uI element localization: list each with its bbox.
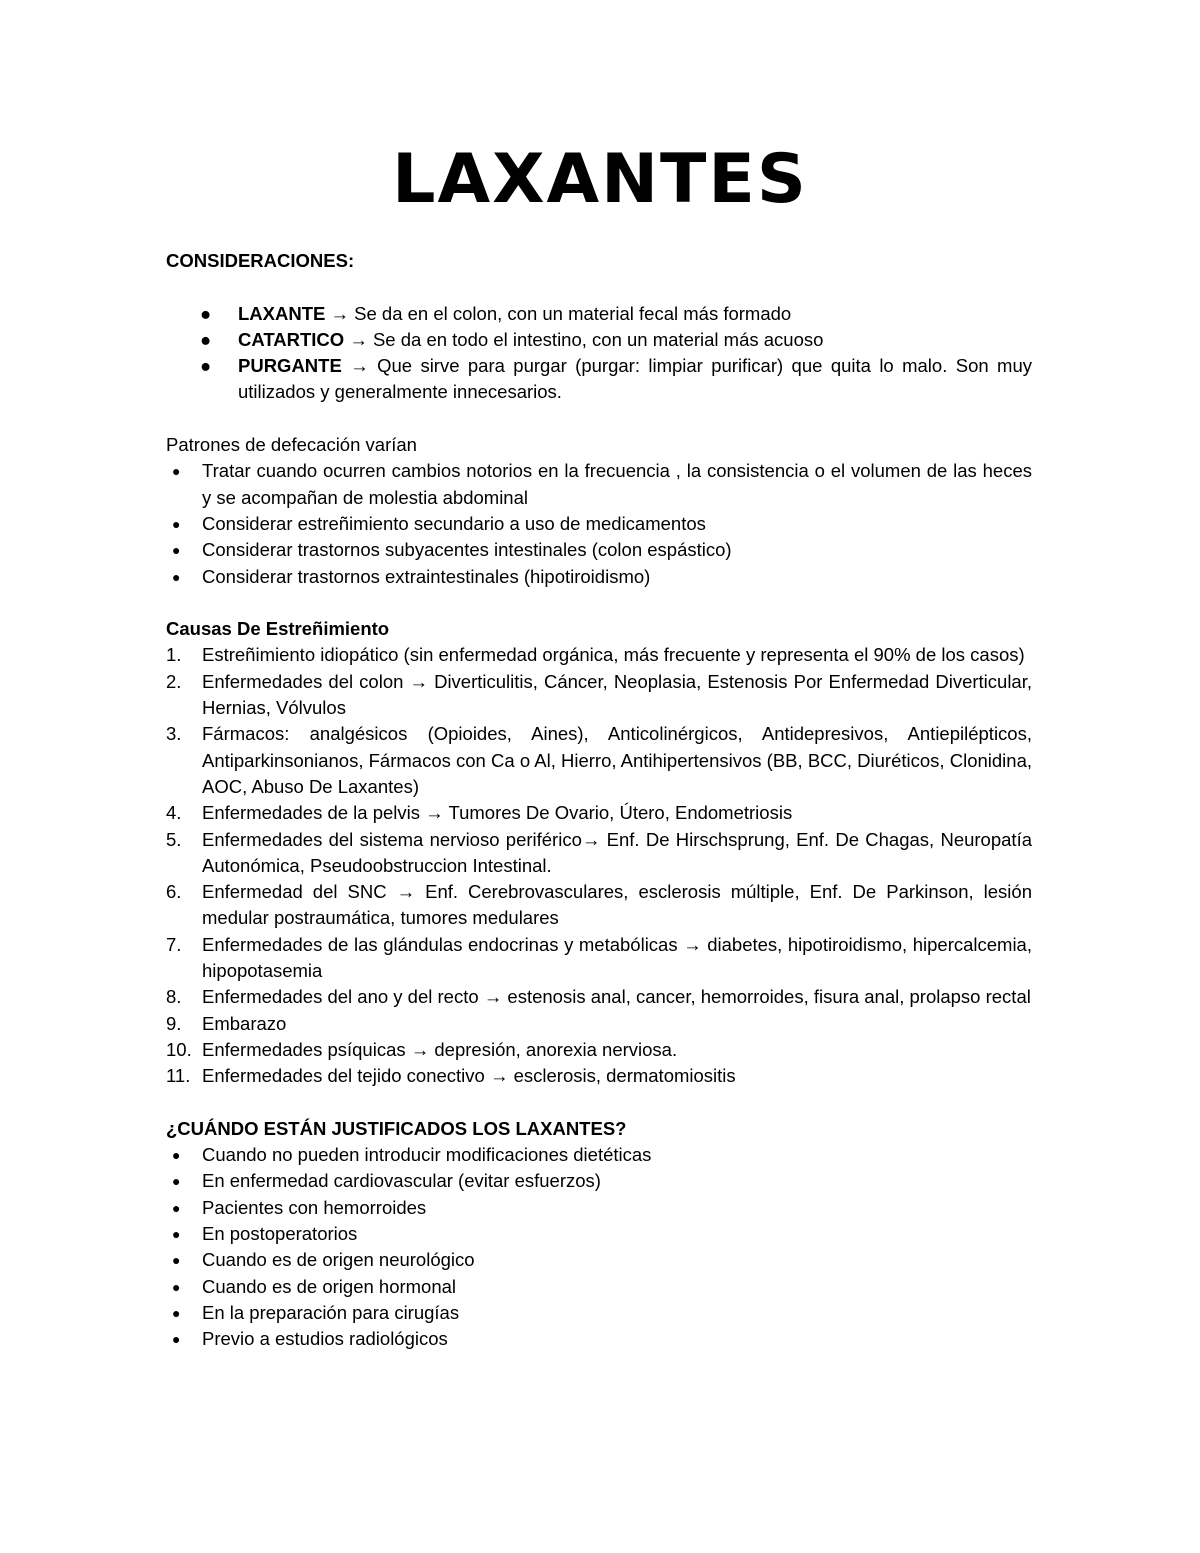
bullet-icon: ● <box>172 463 181 480</box>
list-item: ● Considerar trastornos extraintestinales (hipotiroidismo) <box>166 564 1032 590</box>
list-item: 3. Fármacos: analgésicos (Opioides, Aines), Anticolinérgicos, Antidepresivos, Antiepilépticos, Antiparkinsonianos, Fármacos con Ca o Al, Hierro, Antihipertensivos (BB, BCC, Diuréticos, Clonidina, AOC, Abuso De Laxantes) <box>166 723 1032 797</box>
patrones-list <box>166 458 1032 589</box>
document-body <box>166 248 1032 1352</box>
section-heading-justificados: ¿CUÁNDO ESTÁN JUSTIFICADOS LOS LAXANTES? <box>166 1117 627 1139</box>
bullet-icon: ● <box>172 1304 181 1321</box>
arrow-right-icon: → <box>330 302 350 324</box>
section-heading-patrones: Patrones de defecación varían <box>166 434 417 456</box>
section-heading-causas: Causas De Estreñimiento <box>166 618 390 640</box>
list-number: 1. <box>166 644 182 666</box>
bullet-icon: ● <box>172 568 181 585</box>
document-title: LAXANTES <box>392 140 808 219</box>
list-number: 3. <box>166 723 182 745</box>
list-item: ● En postoperatorios <box>166 1221 1032 1247</box>
consideraciones-list <box>166 301 1032 406</box>
list-item: ● Pacientes con hemorroides <box>166 1195 1032 1221</box>
justificados-list <box>166 1142 1032 1352</box>
list-number: 5. <box>166 828 182 850</box>
list-number: 8. <box>166 986 182 1008</box>
list-item: ● PURGANTE → Que sirve para purgar (purgar: limpiar purificar) que quita lo malo. Son muy utilizados y generalmente innecesarios. <box>200 355 1032 403</box>
list-item: ● En enfermedad cardiovascular (evitar esfuerzos) <box>166 1168 1032 1194</box>
list-number: 10. <box>166 1038 192 1060</box>
bullet-icon: ● <box>200 328 212 350</box>
list-item: 4. Enfermedades de la pelvis → Tumores De Ovario, Útero, Endometriosis <box>166 800 1032 826</box>
list-item: ● Tratar cuando ocurren cambios notorios en la frecuencia , la consistencia o el volumen de las heces y se acompañan de molestia abdominal <box>172 460 1032 508</box>
bullet-icon: ● <box>172 542 181 559</box>
bullet-icon: ● <box>172 1331 181 1348</box>
list-item: ● Cuando es de origen hormonal <box>166 1274 1032 1300</box>
bullet-icon: ● <box>200 355 212 377</box>
list-number: 9. <box>166 1012 182 1034</box>
list-item: ● LAXANTE → Se da en el colon, con un material fecal más formado <box>166 301 1032 327</box>
list-item: ● CATARTICO → Se da en todo el intestino, con un material más acuoso <box>166 327 1032 353</box>
list-number: 7. <box>166 933 182 955</box>
list-item: 10. Enfermedades psíquicas → depresión, anorexia nerviosa. <box>166 1037 1032 1063</box>
causas-list <box>166 642 1032 1089</box>
list-item: 8. Enfermedades del ano y del recto → estenosis anal, cancer, hemorroides, fisura anal, prolapso rectal <box>166 984 1032 1010</box>
list-item: ● Cuando es de origen neurológico <box>166 1247 1032 1273</box>
section-heading-consideraciones: CONSIDERACIONES: <box>166 250 355 271</box>
list-number: 4. <box>166 802 182 824</box>
list-item: 2. Enfermedades del colon → Diverticulitis, Cáncer, Neoplasia, Estenosis Por Enfermedad Diverticular, Hernias, Vólvulos <box>166 670 1032 719</box>
list-number: 2. <box>166 670 182 692</box>
bullet-icon: ● <box>172 1147 181 1164</box>
arrow-right-icon: → <box>350 355 369 377</box>
bullet-icon: ● <box>200 302 212 324</box>
list-item: ● Considerar estreñimiento secundario a uso de medicamentos <box>166 511 1032 537</box>
bullet-icon: ● <box>172 1225 181 1242</box>
arrow-right-icon: → <box>349 328 368 350</box>
list-item: 5. Enfermedades del sistema nervioso periférico→ Enf. De Hirschsprung, Enf. De Chagas, Neuropatía Autonómica, Pseudoobstruccion Intestinal. <box>166 828 1032 876</box>
list-number: 6. <box>166 881 182 903</box>
list-item: 1. Estreñimiento idiopático (sin enfermedad orgánica, más frecuente y representa el 90% de los casos) <box>166 642 1032 668</box>
list-item: 6. Enfermedad del SNC → Enf. Cerebrovasculares, esclerosis múltiple, Enf. De Parkinson, lesión medular postraumática, tumores medulares <box>166 881 1032 929</box>
list-item: 11. Enfermedades del tejido conectivo → esclerosis, dermatomiositis <box>166 1063 1032 1089</box>
list-item: ● Cuando no pueden introducir modificaciones dietéticas <box>166 1142 1032 1168</box>
list-item: 7. Enfermedades de las glándulas endocrinas y metabólicas → diabetes, hipotiroidismo, hipercalcemia, hipopotasemia <box>166 933 1032 982</box>
bullet-icon: ● <box>172 1278 181 1295</box>
list-item: ● Previo a estudios radiológicos <box>166 1326 1032 1352</box>
list-number: 11. <box>166 1065 191 1087</box>
list-item: ● En la preparación para cirugías <box>166 1300 1032 1326</box>
bullet-icon: ● <box>172 1252 181 1269</box>
list-item: 9. Embarazo <box>166 1011 1032 1037</box>
bullet-icon: ● <box>172 1173 181 1190</box>
bullet-icon: ● <box>172 515 181 532</box>
bullet-icon: ● <box>172 1199 181 1216</box>
list-item: ● Considerar trastornos subyacentes intestinales (colon espástico) <box>166 537 1032 563</box>
